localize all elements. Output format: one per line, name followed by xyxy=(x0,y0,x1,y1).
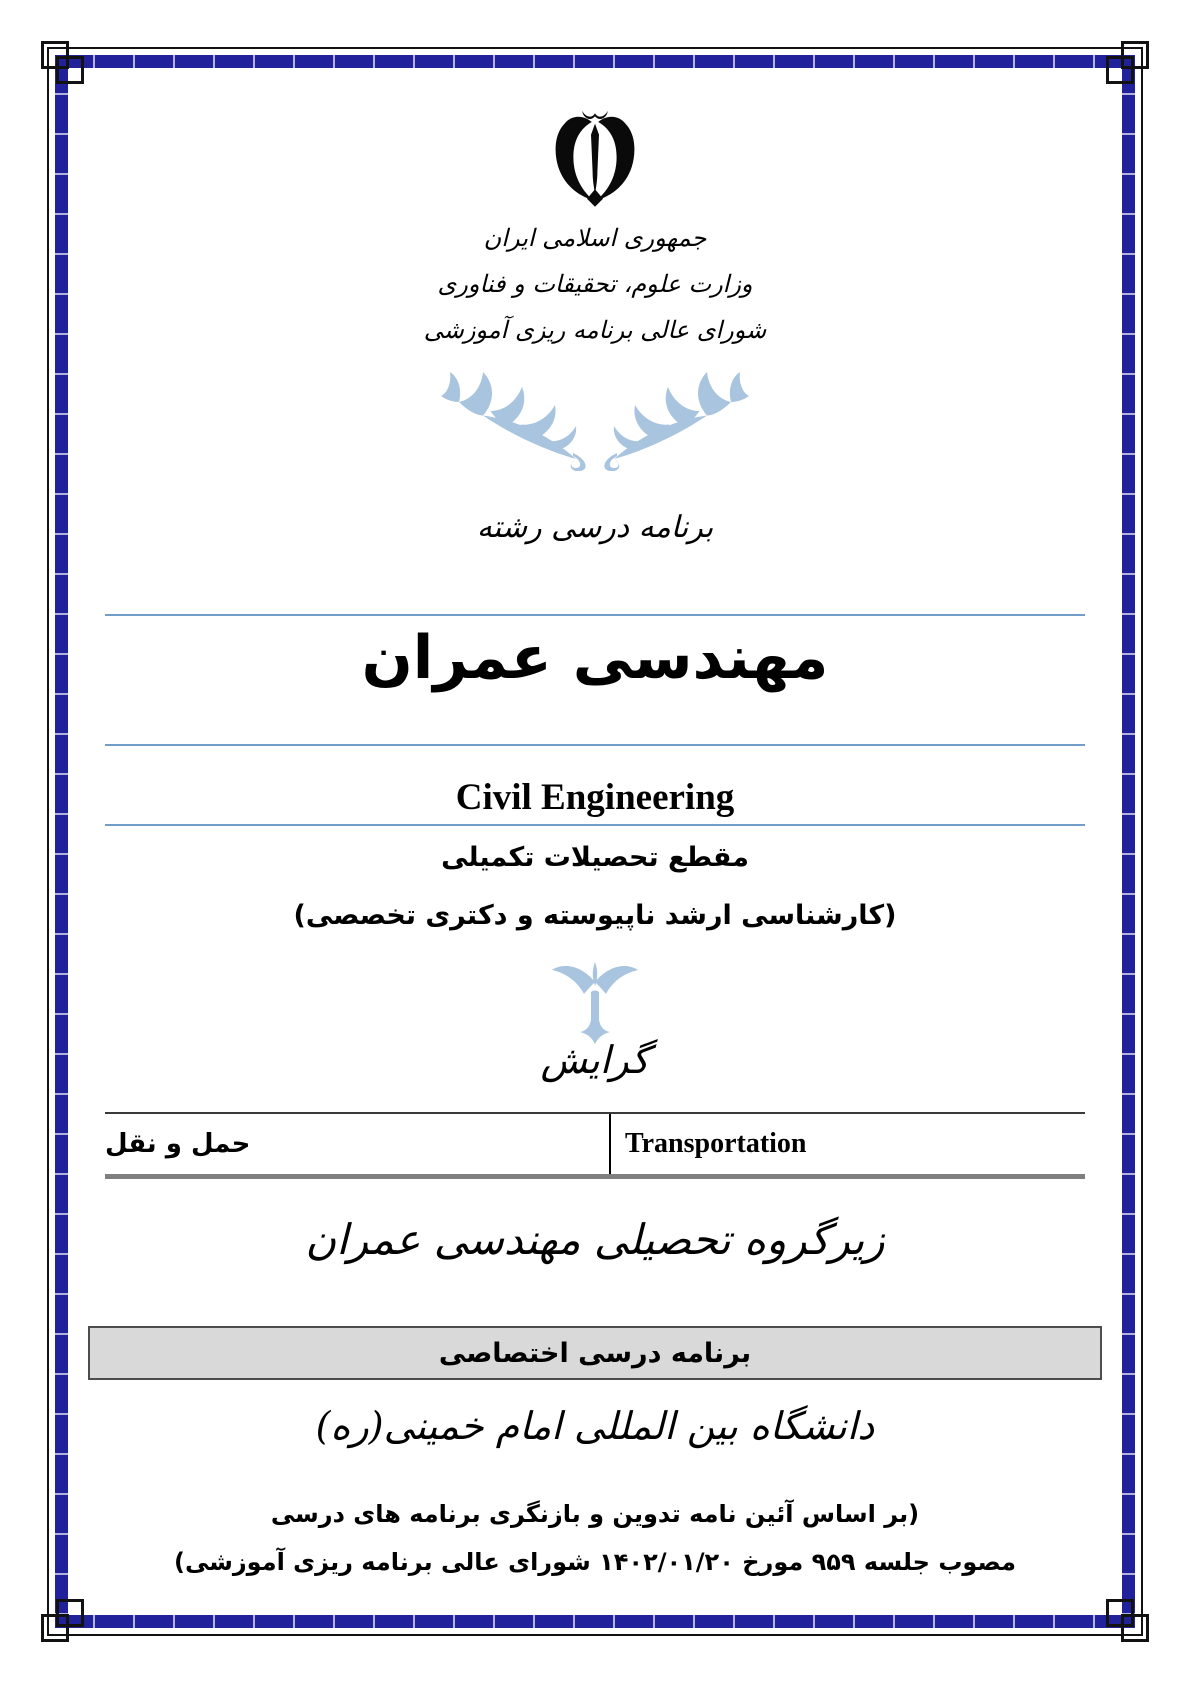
university-line: دانشگاه بین المللی امام خمینی(ره) xyxy=(315,1404,875,1448)
republic-line: جمهوری اسلامی ایران xyxy=(483,224,707,252)
corner-ornament-icon xyxy=(1106,1599,1134,1627)
emblem-block xyxy=(0,100,1190,220)
council-line: شورای عالی برنامه ریزی آموزشی xyxy=(423,316,767,344)
floral-flourish-icon xyxy=(599,366,749,471)
floral-sprig-icon xyxy=(549,956,641,1044)
frame-band-right xyxy=(1122,55,1135,1628)
floral-flourish-icon xyxy=(441,366,591,471)
orientation-cell-fa: حمل و نقل xyxy=(105,1129,251,1159)
banner-specific-curriculum xyxy=(88,1326,1102,1380)
frame-band-top xyxy=(55,55,1135,68)
field-title-fa: مهندسی عمران xyxy=(361,623,829,693)
orientation-label: گرایش xyxy=(540,1038,650,1082)
banner-label: برنامه درسی اختصاصی xyxy=(438,1337,752,1369)
orientation-table xyxy=(105,1112,1085,1179)
level-line-1: مقطع تحصیلات تکمیلی xyxy=(441,842,749,873)
iran-emblem-icon xyxy=(547,100,643,216)
field-title-en: Civil Engineering xyxy=(455,777,735,818)
rule-below-english-title xyxy=(105,824,1085,826)
approval-line-1: (بر اساس آئین نامه تدوین و بازنگری برنامه های درسی xyxy=(270,1500,920,1528)
corner-ornament-icon xyxy=(1106,56,1134,84)
rule-below-title xyxy=(105,744,1085,746)
frame-band-left xyxy=(55,55,68,1628)
level-line-2: (کارشناسی ارشد ناپیوسته و دکتری تخصصی) xyxy=(293,900,897,931)
approval-line-2: مصوب جلسه ۹۵۹ مورخ ۱۴۰۲/۰۱/۲۰ شورای عالی برنامه ریزی آموزشی) xyxy=(174,1548,1016,1576)
floral-flourish-pair xyxy=(0,366,1190,471)
orientation-cell-en: Transportation xyxy=(625,1128,807,1159)
subgroup-line: زیرگروه تحصیلی مهندسی عمران xyxy=(305,1215,885,1264)
rule-above-title xyxy=(105,614,1085,616)
frame-band-bottom xyxy=(55,1615,1135,1628)
ministry-line: وزارت علوم، تحقیقات و فناوری xyxy=(437,270,753,298)
sprig-block xyxy=(90,956,1100,1048)
program-label: برنامه درسی رشته xyxy=(476,510,714,545)
corner-ornament-icon xyxy=(56,56,84,84)
corner-ornament-icon xyxy=(56,1599,84,1627)
